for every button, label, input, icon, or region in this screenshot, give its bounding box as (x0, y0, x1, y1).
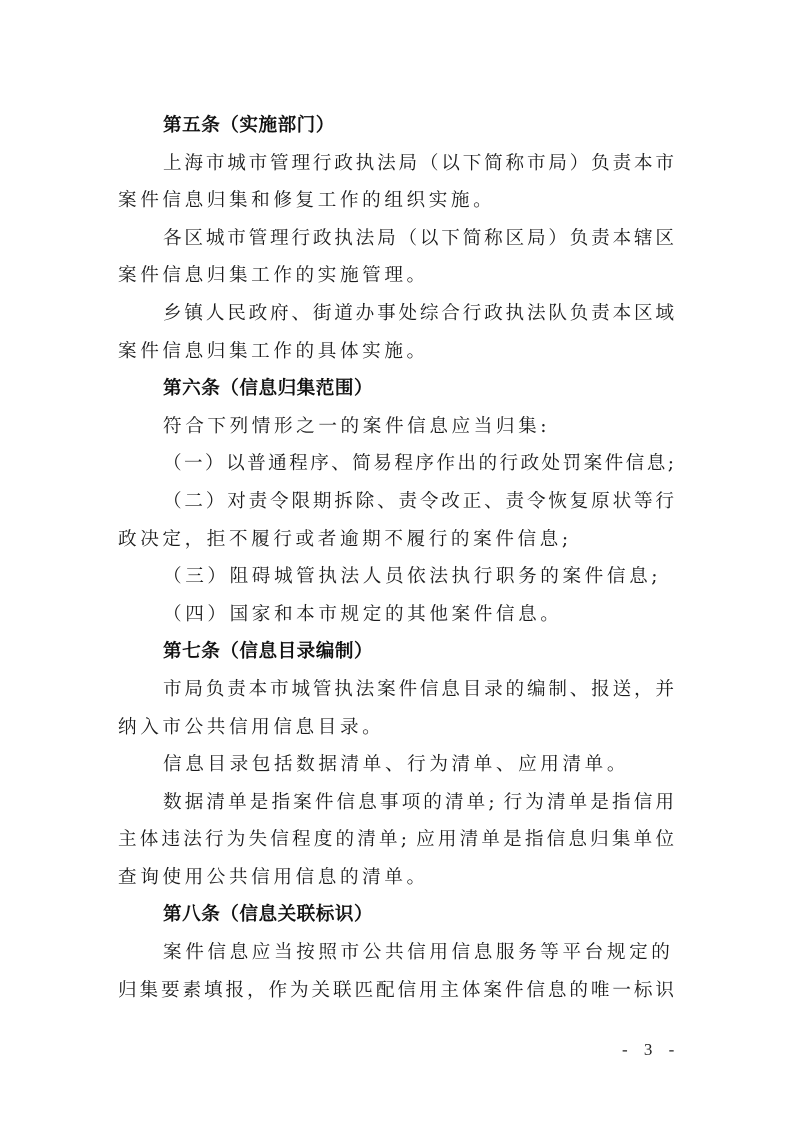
article-8 (118, 896, 674, 1009)
list-item-line: （一）以普通程序、简易程序作出的行政处罚案件信息; (163, 453, 674, 475)
document-page (118, 107, 674, 1009)
article-5 (118, 107, 674, 370)
list-item-line: 政决定，拒不履行或者逾期不履行的案件信息; (118, 528, 572, 550)
paragraph-line: 案件信息归集和修复工作的组织实施。 (118, 190, 496, 212)
list-item-line: （二）对责令限期拆除、责令改正、责令恢复原状等行 (163, 490, 674, 512)
paragraph-line: 归集要素填报，作为关联匹配信用主体案件信息的唯一标识 (118, 979, 674, 1001)
paragraph-line: 案件信息归集工作的具体实施。 (118, 340, 429, 362)
paragraph-line: 各区城市管理行政执法局（以下简称区局）负责本辖区 (163, 227, 674, 249)
article-heading: 第五条（实施部门） (163, 115, 335, 136)
paragraph-line: 乡镇人民政府、街道办事处综合行政执法队负责本区域 (163, 302, 674, 324)
paragraph-line: 案件信息归集工作的实施管理。 (118, 265, 429, 287)
paragraph-line: 市局负责本市城管执法案件信息目录的编制、报送，并 (163, 678, 674, 700)
list-item-line: （三）阻碍城管执法人员依法执行职务的案件信息; (163, 566, 662, 588)
paragraph-line: 纳入市公共信用信息目录。 (118, 716, 385, 738)
article-heading: 第七条（信息目录编制） (163, 641, 374, 663)
paragraph-line: 查询使用公共信用信息的清单。 (118, 866, 429, 888)
paragraph-line: 主体违法行为失信程度的清单; 应用清单是指信息归集单位 (118, 829, 674, 851)
paragraph-line: 信息目录包括数据清单、行为清单、应用清单。 (163, 754, 630, 776)
article-heading: 第八条（信息关联标识） (163, 904, 374, 926)
paragraph-line: 案件信息应当按照市公共信用信息服务等平台规定的 (163, 942, 674, 964)
article-heading: 第六条（信息归集范围） (163, 378, 374, 400)
article-6 (118, 370, 674, 633)
paragraph-line: 数据清单是指案件信息事项的清单; 行为清单是指信用 (163, 791, 674, 813)
page-number: - 3 - (622, 1040, 681, 1059)
paragraph-line: 符合下列情形之一的案件信息应当归集: (163, 415, 551, 437)
paragraph-line: 上海市城市管理行政执法局（以下简称市局）负责本市 (163, 152, 674, 174)
article-7 (118, 633, 674, 896)
list-item-line: （四）国家和本市规定的其他案件信息。 (163, 603, 563, 625)
